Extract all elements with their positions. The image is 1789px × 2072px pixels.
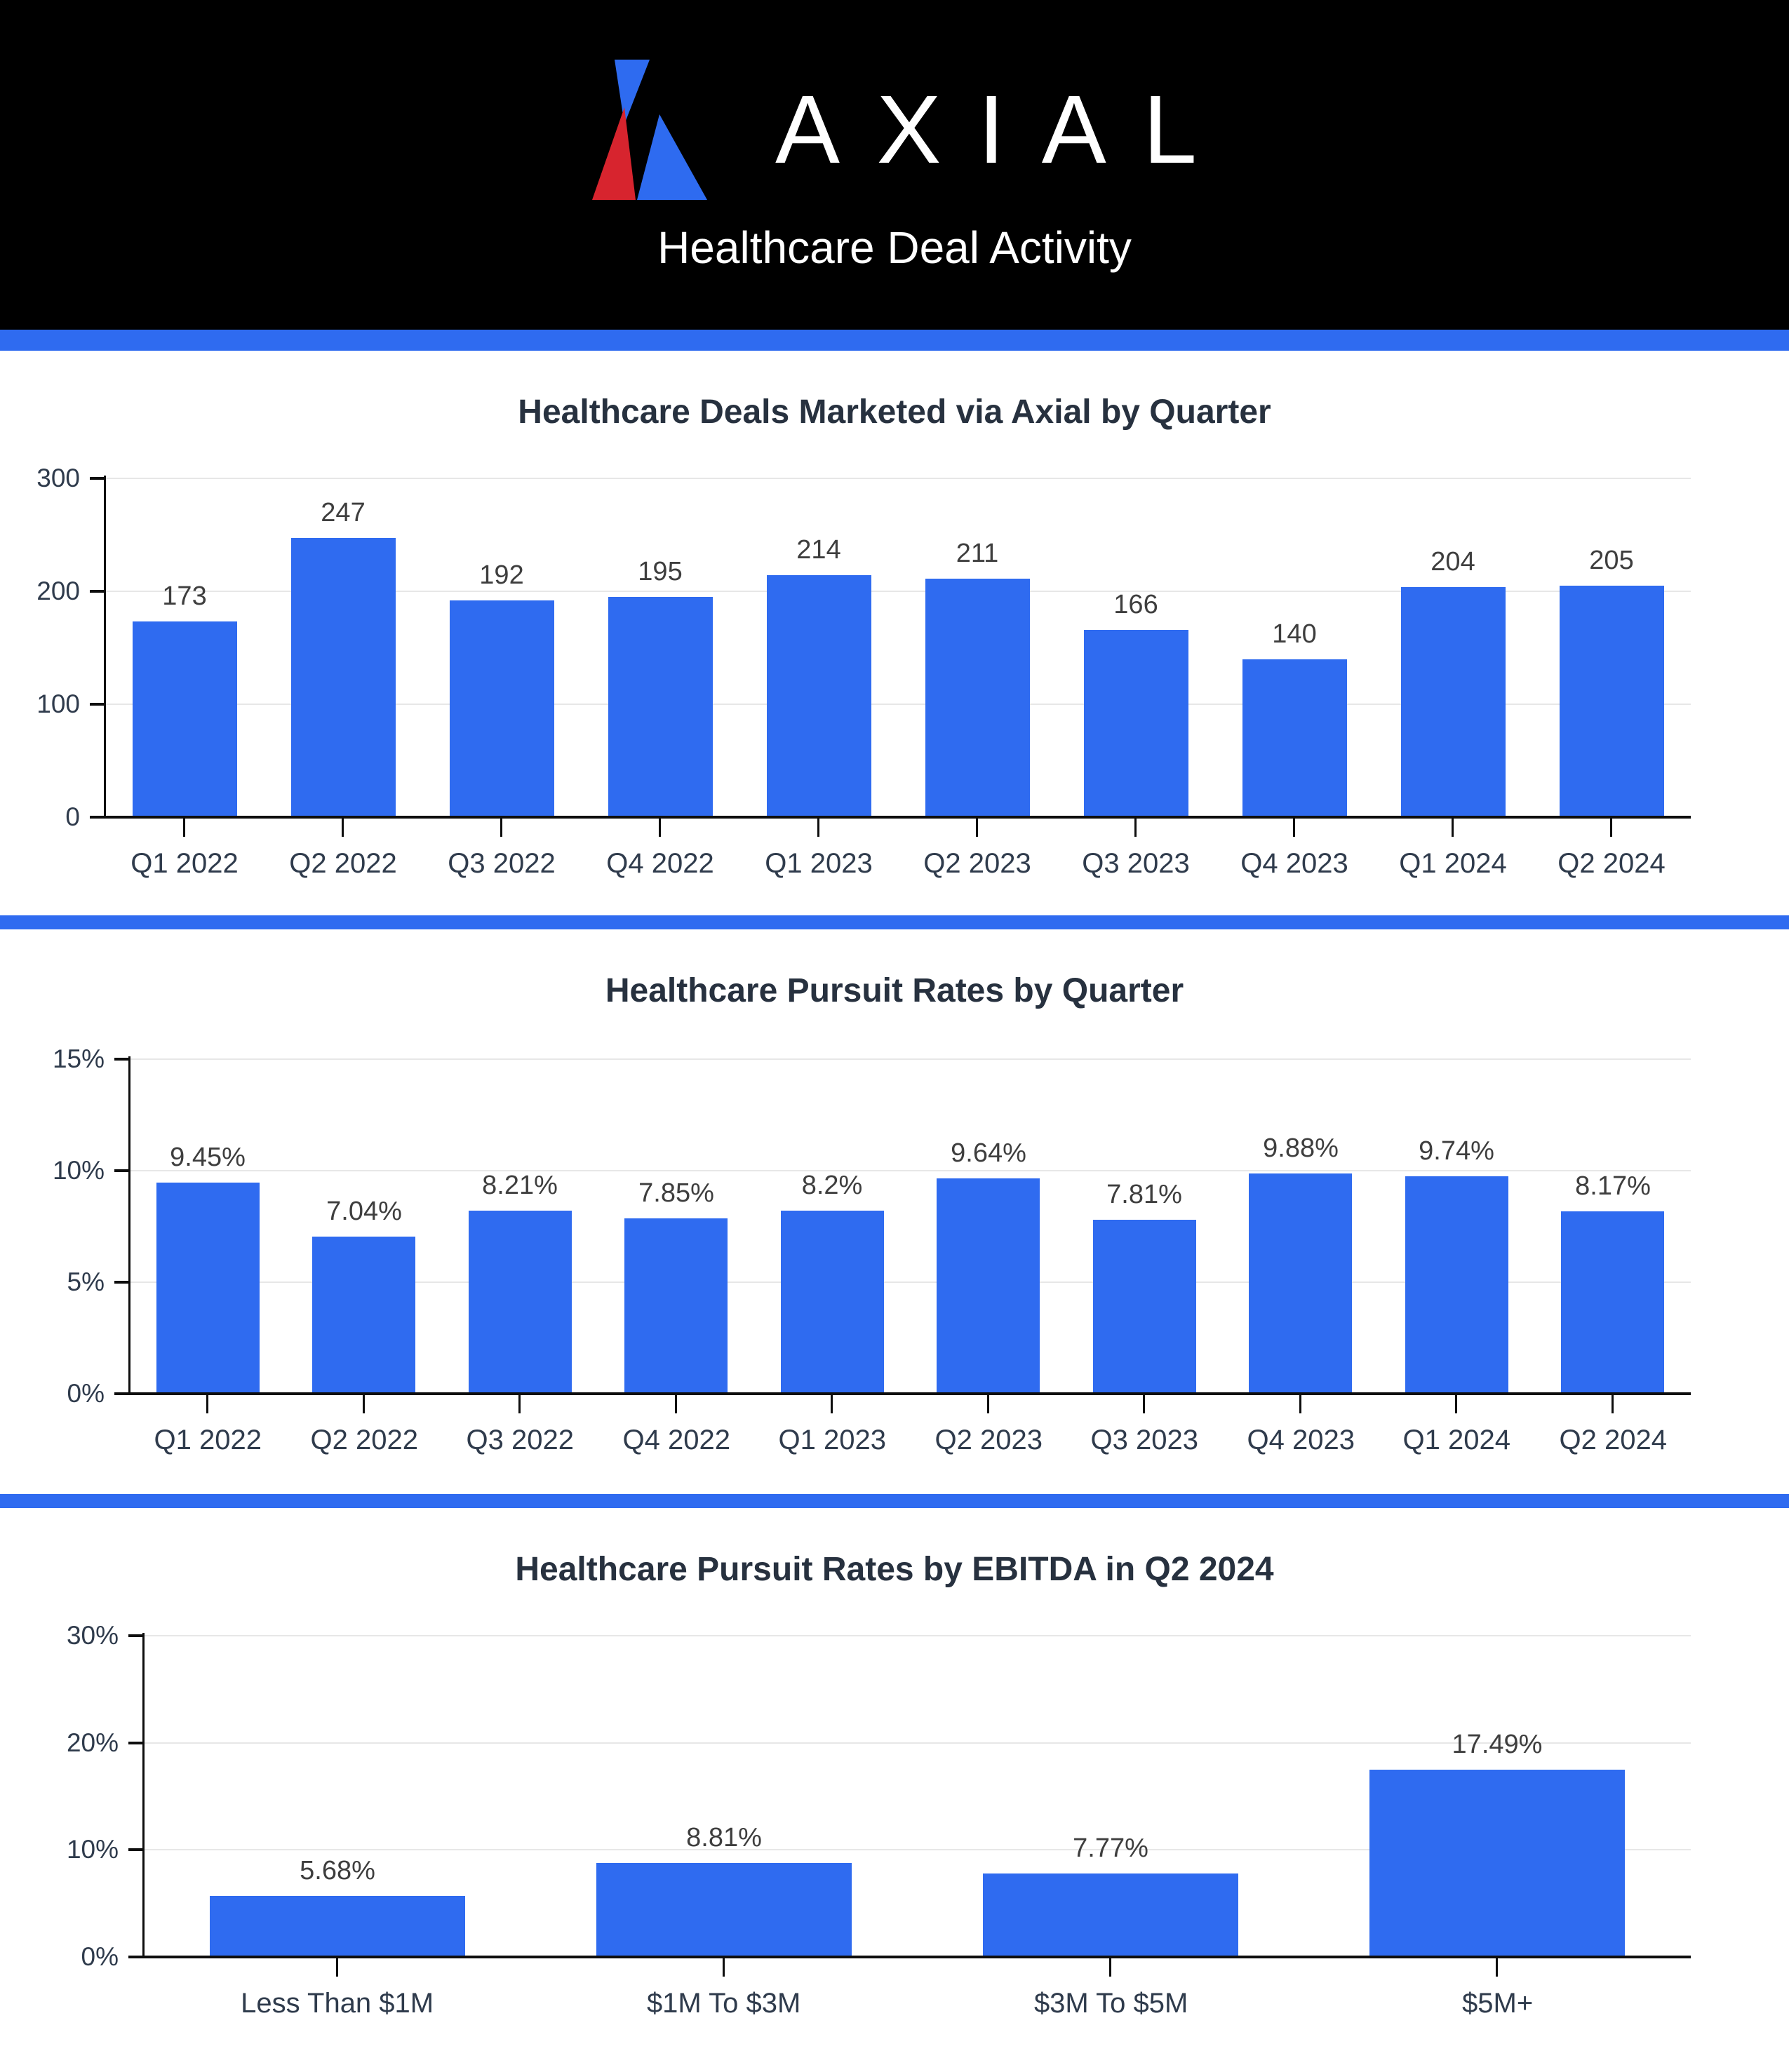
- x-axis-label: $3M To $5M: [1033, 1988, 1188, 2019]
- value-label: 214: [796, 535, 841, 565]
- y-axis-label: 5%: [67, 1267, 105, 1296]
- header-subtitle: Healthcare Deal Activity: [657, 222, 1132, 273]
- x-axis-baseline: [130, 1392, 1691, 1395]
- value-label: 9.88%: [1263, 1133, 1339, 1163]
- x-axis-tick: [1452, 817, 1454, 837]
- bar: [983, 1873, 1238, 1957]
- x-axis-tick: [1610, 817, 1612, 837]
- value-label: 192: [479, 560, 524, 590]
- axial-logo-icon: [592, 60, 709, 200]
- y-axis-label: 10%: [66, 1835, 119, 1864]
- x-axis-label: Q2 2023: [934, 1425, 1043, 1455]
- y-axis-tick: [128, 1848, 144, 1851]
- x-axis-label: Q1 2024: [1399, 848, 1507, 879]
- y-axis-tick: [114, 1169, 130, 1172]
- logo-red-triangle: [592, 107, 636, 200]
- x-axis-tick: [723, 1957, 725, 1977]
- gridline: [144, 1635, 1691, 1636]
- bar: [767, 575, 871, 817]
- bar: [1369, 1770, 1625, 1957]
- x-axis-label: Less Than $1M: [241, 1988, 434, 2019]
- x-axis-label: Q1 2023: [765, 848, 873, 879]
- value-label: 17.49%: [1452, 1730, 1543, 1759]
- x-axis-label: Q1 2023: [778, 1425, 886, 1455]
- x-axis-label: $5M+: [1462, 1988, 1534, 2019]
- chart-section-pursuit-rates-by-quarter: [0, 929, 1789, 1494]
- value-label: 195: [638, 557, 683, 586]
- x-axis-tick: [659, 817, 661, 837]
- bar: [1093, 1220, 1196, 1394]
- y-axis-line: [142, 1633, 145, 1958]
- value-label: 205: [1589, 546, 1634, 575]
- value-label: 9.45%: [170, 1143, 246, 1172]
- value-label: 8.81%: [686, 1823, 762, 1852]
- x-axis-tick: [987, 1394, 989, 1413]
- y-axis-tick: [114, 1281, 130, 1284]
- x-axis-label: Q1 2022: [154, 1425, 262, 1455]
- value-label: 5.68%: [300, 1856, 375, 1885]
- bar: [469, 1211, 572, 1394]
- x-axis-label: Q3 2023: [1090, 1425, 1198, 1455]
- y-axis-label: 0%: [67, 1379, 105, 1408]
- value-label: 211: [956, 539, 999, 568]
- chart-title: Healthcare Deals Marketed via Axial by Quarter: [518, 393, 1271, 431]
- x-axis-label: $1M To $3M: [646, 1988, 801, 2019]
- bar: [210, 1896, 465, 1957]
- value-label: 9.64%: [951, 1138, 1026, 1168]
- x-axis-label: Q4 2023: [1240, 848, 1348, 879]
- x-axis-tick: [1143, 1394, 1145, 1413]
- x-axis-label: Q2 2022: [310, 1425, 418, 1455]
- bar: [781, 1211, 884, 1394]
- y-axis-tick: [128, 1956, 144, 1958]
- bar: [1561, 1211, 1664, 1394]
- brand-wordmark: AXIAL: [775, 76, 1234, 184]
- y-axis-label: 0%: [81, 1942, 119, 1971]
- x-axis-label: Q3 2022: [448, 848, 556, 879]
- bar: [1405, 1176, 1508, 1394]
- y-axis-tick: [114, 1058, 130, 1061]
- y-axis-label: 20%: [66, 1728, 119, 1757]
- chart-section-deals-by-quarter: [0, 351, 1789, 915]
- y-axis-label: 200: [36, 577, 80, 605]
- x-axis-tick: [518, 1394, 521, 1413]
- x-axis-tick: [1109, 1957, 1111, 1977]
- divider-bar: [0, 915, 1789, 929]
- value-label: 9.74%: [1419, 1136, 1494, 1166]
- y-axis-tick: [90, 816, 105, 819]
- y-axis-line: [128, 1056, 130, 1395]
- x-axis-tick: [363, 1394, 365, 1413]
- y-axis-label: 100: [36, 689, 80, 718]
- x-axis-label: Q4 2022: [606, 848, 714, 879]
- x-axis-baseline: [144, 1956, 1691, 1958]
- y-axis-tick: [90, 477, 105, 480]
- logo-top-triangle: [615, 60, 650, 124]
- value-label: 7.04%: [326, 1197, 402, 1226]
- bar: [1560, 586, 1664, 817]
- x-axis-tick: [976, 817, 978, 837]
- x-axis-tick: [817, 817, 819, 837]
- y-axis-tick: [90, 703, 105, 706]
- value-label: 247: [321, 498, 366, 527]
- value-label: 7.81%: [1106, 1180, 1182, 1209]
- bar: [450, 600, 554, 817]
- y-axis-label: 10%: [52, 1156, 105, 1185]
- x-axis-label: Q3 2023: [1082, 848, 1190, 879]
- x-axis-label: Q1 2022: [130, 848, 239, 879]
- x-axis-label: Q1 2024: [1402, 1425, 1510, 1455]
- gridline: [130, 1058, 1691, 1060]
- bar: [937, 1178, 1040, 1394]
- x-axis-tick: [1612, 1394, 1614, 1413]
- x-axis-tick: [342, 817, 344, 837]
- axial-logo: [592, 60, 1234, 200]
- divider-bar: [0, 1494, 1789, 1508]
- bar: [133, 621, 237, 817]
- x-axis-label: Q2 2022: [289, 848, 397, 879]
- value-label: 173: [162, 581, 207, 611]
- bar: [608, 597, 713, 817]
- chart-title: Healthcare Pursuit Rates by Quarter: [605, 972, 1184, 1009]
- y-axis-tick: [128, 1742, 144, 1744]
- x-axis-tick: [1455, 1394, 1457, 1413]
- y-axis-label: 0: [65, 802, 80, 831]
- value-label: 204: [1430, 547, 1475, 577]
- gridline: [105, 478, 1691, 479]
- x-axis-tick: [1134, 817, 1137, 837]
- value-label: 8.17%: [1575, 1171, 1651, 1201]
- divider-bar: [0, 330, 1789, 351]
- x-axis-tick: [1299, 1394, 1301, 1413]
- y-axis-tick: [114, 1392, 130, 1395]
- bar: [596, 1863, 852, 1957]
- logo-right-triangle: [637, 114, 707, 200]
- x-axis-tick: [831, 1394, 833, 1413]
- header: [0, 0, 1789, 330]
- x-axis-tick: [206, 1394, 208, 1413]
- chart-section-pursuit-rates-by-ebitda: [0, 1508, 1789, 2072]
- y-axis-label: 15%: [52, 1044, 105, 1073]
- chart-title: Healthcare Pursuit Rates by EBITDA in Q2 2024: [515, 1551, 1274, 1588]
- y-axis-tick: [128, 1634, 144, 1637]
- y-axis-label: 300: [36, 464, 80, 492]
- value-label: 7.77%: [1073, 1834, 1148, 1863]
- x-axis-label: Q2 2024: [1559, 1425, 1667, 1455]
- x-axis-tick: [1293, 817, 1295, 837]
- x-axis-tick: [1496, 1957, 1498, 1977]
- bar: [1242, 659, 1347, 817]
- x-axis-tick: [675, 1394, 677, 1413]
- bar: [1084, 630, 1188, 817]
- value-label: 8.2%: [801, 1171, 863, 1200]
- value-label: 7.85%: [638, 1178, 714, 1208]
- x-axis-label: Q4 2023: [1247, 1425, 1355, 1455]
- x-axis-tick: [183, 817, 185, 837]
- x-axis-tick: [500, 817, 502, 837]
- bar: [624, 1218, 728, 1394]
- value-label: 166: [1113, 590, 1158, 619]
- value-label: 8.21%: [482, 1171, 558, 1200]
- x-axis-label: Q2 2024: [1557, 848, 1666, 879]
- y-axis-line: [104, 476, 106, 819]
- y-axis-tick: [90, 590, 105, 593]
- bar: [312, 1237, 415, 1394]
- x-axis-label: Q4 2022: [622, 1425, 730, 1455]
- y-axis-label: 30%: [66, 1621, 119, 1650]
- value-label: 140: [1272, 619, 1317, 649]
- x-axis-label: Q3 2022: [466, 1425, 574, 1455]
- x-axis-label: Q2 2023: [923, 848, 1031, 879]
- x-axis-tick: [336, 1957, 338, 1977]
- x-axis-baseline: [105, 816, 1691, 819]
